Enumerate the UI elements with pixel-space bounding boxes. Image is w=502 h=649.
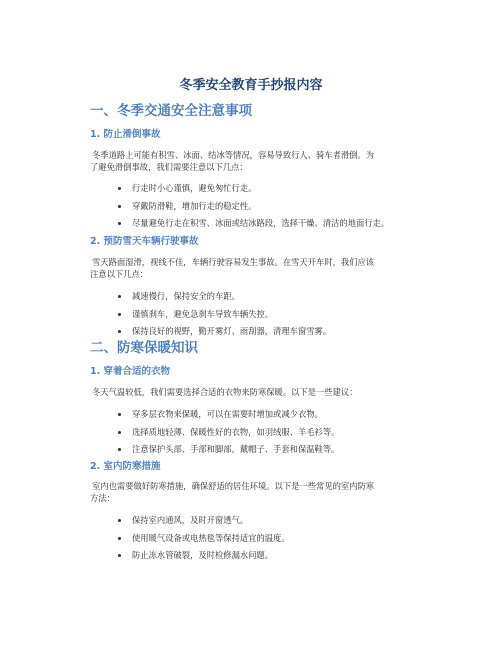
document-title: 冬季安全教育手抄报内容	[179, 78, 323, 93]
bullet-icon	[118, 554, 121, 557]
bullet-icon	[118, 187, 121, 190]
subsection-heading-prevent-slipping: 1. 防止滑倒事故	[90, 129, 161, 140]
subsection-heading-snow-driving: 2. 预防雪天车辆行驶事故	[90, 236, 199, 247]
paragraph-line: 雪天路面湿滑，视线不佳，车辆行驶容易发生事故。在雪天开车时，我们应该	[92, 257, 375, 267]
bullet-icon	[118, 519, 121, 522]
subsection-heading-indoor-measures: 2. 室内防寒措施	[90, 461, 161, 472]
bullet-icon	[118, 413, 121, 416]
paragraph-line: 方法：	[90, 492, 115, 503]
bullet-icon	[118, 448, 121, 451]
list-item	[118, 183, 389, 201]
list-item-text: 减速慢行，保持安全的车距。	[132, 291, 240, 301]
list-item-text: 防止冻水管破裂，及时检修漏水问题。	[132, 550, 274, 560]
paragraph-line: 了避免滑倒事故，我们需要注意以下几点：	[90, 161, 248, 172]
paragraph-line: 注意以下几点：	[90, 268, 149, 279]
bullet-icon	[118, 537, 121, 540]
paragraph-snow-driving	[90, 257, 432, 280]
list-item-text: 保持室内通风，及时开窗透气。	[132, 515, 249, 525]
bullet-list-prevent-slipping	[118, 183, 389, 236]
list-item-text: 行走时小心谨慎，避免匆忙行走。	[132, 183, 257, 193]
paragraph-proper-clothing	[90, 387, 432, 399]
list-item-text: 保持良好的视野，勤开雾灯、雨刮器，清理车窗雪雾。	[132, 326, 332, 336]
section-heading-cold-protection: 二、防寒保暖知识	[90, 340, 198, 356]
bullet-icon	[118, 205, 121, 208]
bullet-icon	[118, 295, 121, 298]
paragraph-line: 冬天气温较低，我们需要选择合适的衣物来防寒保暖。以下是一些建议：	[92, 387, 358, 397]
list-item	[118, 201, 389, 219]
list-item	[118, 409, 339, 427]
list-item-text: 谨慎刹车，避免急刹车导致车辆失控。	[132, 308, 274, 319]
list-item	[118, 291, 331, 309]
list-item-text: 尽量避免行走在积雪、冰面或结冰路段，选择干燥、清洁的地面行走。	[132, 218, 390, 228]
list-item-text: 穿多层衣物来保暖，可以在需要时增加或减少衣物。	[132, 409, 323, 419]
list-item	[118, 444, 339, 462]
subsection-heading-proper-clothing: 1. 穿着合适的衣物	[90, 366, 171, 377]
paragraph-prevent-slipping	[90, 150, 432, 173]
bullet-list-indoor-measures	[118, 515, 290, 568]
bullet-list-snow-driving	[118, 291, 331, 344]
list-item-text: 穿戴防滑鞋，增加行走的稳定性。	[132, 200, 257, 211]
list-item	[118, 533, 290, 551]
list-item	[118, 309, 331, 327]
list-item-text: 选择质地轻薄、保暖性好的衣物，如羽绒服、羊毛衫等。	[132, 426, 340, 437]
list-item-text: 使用暖气设备或电热毯等保持适宜的温度。	[132, 532, 290, 543]
list-item	[118, 427, 339, 445]
bullet-icon	[118, 222, 121, 225]
list-item-text: 注意保护头部、手部和脚部，戴帽子、手套和保温鞋等。	[132, 444, 340, 454]
list-item	[118, 515, 290, 533]
list-item	[118, 218, 389, 236]
bullet-list-proper-clothing	[118, 409, 339, 462]
bullet-icon	[118, 431, 121, 434]
bullet-icon	[118, 313, 121, 316]
paragraph-indoor-measures	[90, 481, 432, 504]
paragraph-line: 室内也需要做好防寒措施，确保舒适的居住环境。以下是一些常见的室内防寒	[92, 481, 375, 491]
section-heading-traffic-safety: 一、冬季交通安全注意事项	[90, 103, 252, 119]
list-item	[118, 550, 290, 568]
paragraph-line: 冬季道路上可能有积雪、冰面、结冰等情况，容易导致行人、骑车者滑倒。为	[92, 150, 375, 160]
bullet-icon	[118, 330, 121, 333]
